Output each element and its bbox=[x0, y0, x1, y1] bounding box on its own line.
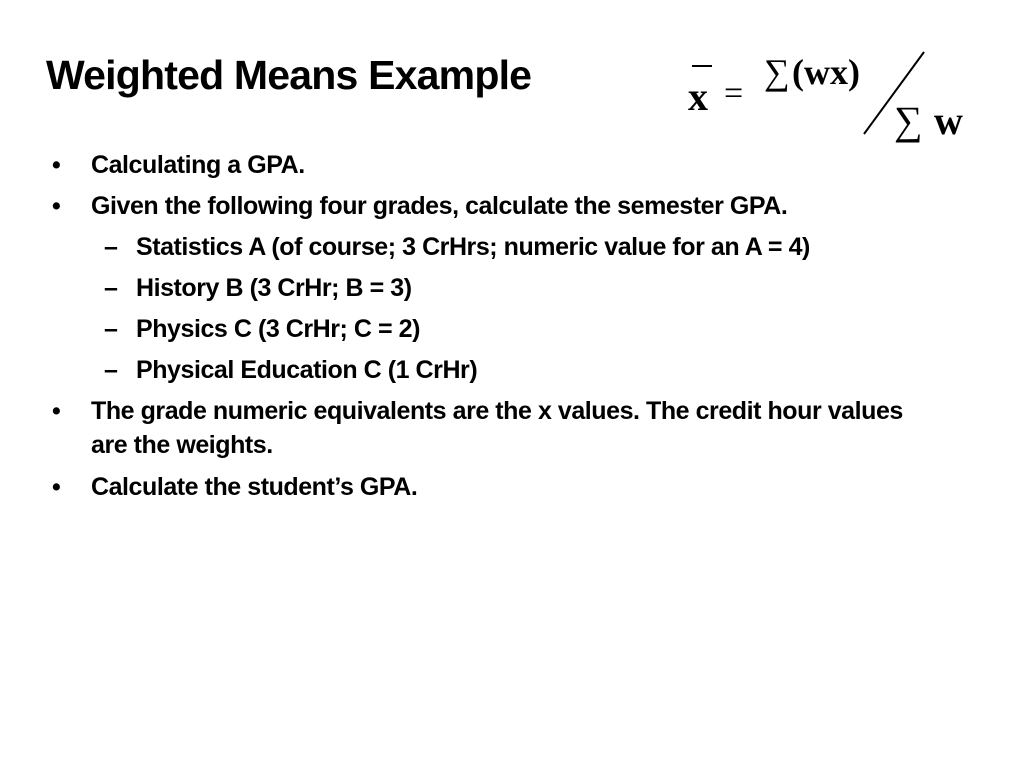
dash-marker: – bbox=[104, 315, 118, 343]
bullet-marker: • bbox=[52, 192, 61, 220]
formula-sigma-top: ∑ bbox=[764, 52, 790, 92]
dash-marker: – bbox=[104, 274, 118, 302]
bullet-text: The grade numeric equivalents are the x values. The credit hour values are the weights. bbox=[91, 397, 903, 459]
sub-bullet-text: Physical Education C (1 CrHr) bbox=[136, 356, 478, 384]
slide-title: Weighted Means Example bbox=[46, 52, 532, 98]
formula-numerator: (wx) bbox=[792, 52, 860, 92]
bullet-marker: • bbox=[52, 473, 61, 501]
dash-marker: – bbox=[104, 356, 118, 384]
bullet-marker: • bbox=[52, 151, 61, 179]
sub-bullet-text: History B (3 CrHr; B = 3) bbox=[136, 274, 412, 302]
sub-bullet-text: Statistics A (of course; 3 CrHrs; numeric value for an A = 4) bbox=[136, 233, 810, 261]
formula-lhs: x bbox=[688, 74, 708, 119]
sub-bullet-text: Physics C (3 CrHr; C = 2) bbox=[136, 315, 420, 343]
formula-denominator: w bbox=[934, 98, 963, 143]
bullet-text: Calculating a GPA. bbox=[91, 151, 305, 179]
formula-equals: = bbox=[724, 75, 744, 112]
formula-graphic bbox=[684, 44, 980, 144]
bullet-text: Given the following four grades, calculate the semester GPA. bbox=[91, 192, 788, 220]
formula-sigma-bottom: ∑ bbox=[894, 98, 923, 143]
bullet-text: Calculate the student’s GPA. bbox=[91, 473, 418, 501]
dash-marker: – bbox=[104, 233, 118, 261]
bullet-marker: • bbox=[52, 397, 61, 425]
weighted-mean-formula bbox=[684, 44, 980, 144]
